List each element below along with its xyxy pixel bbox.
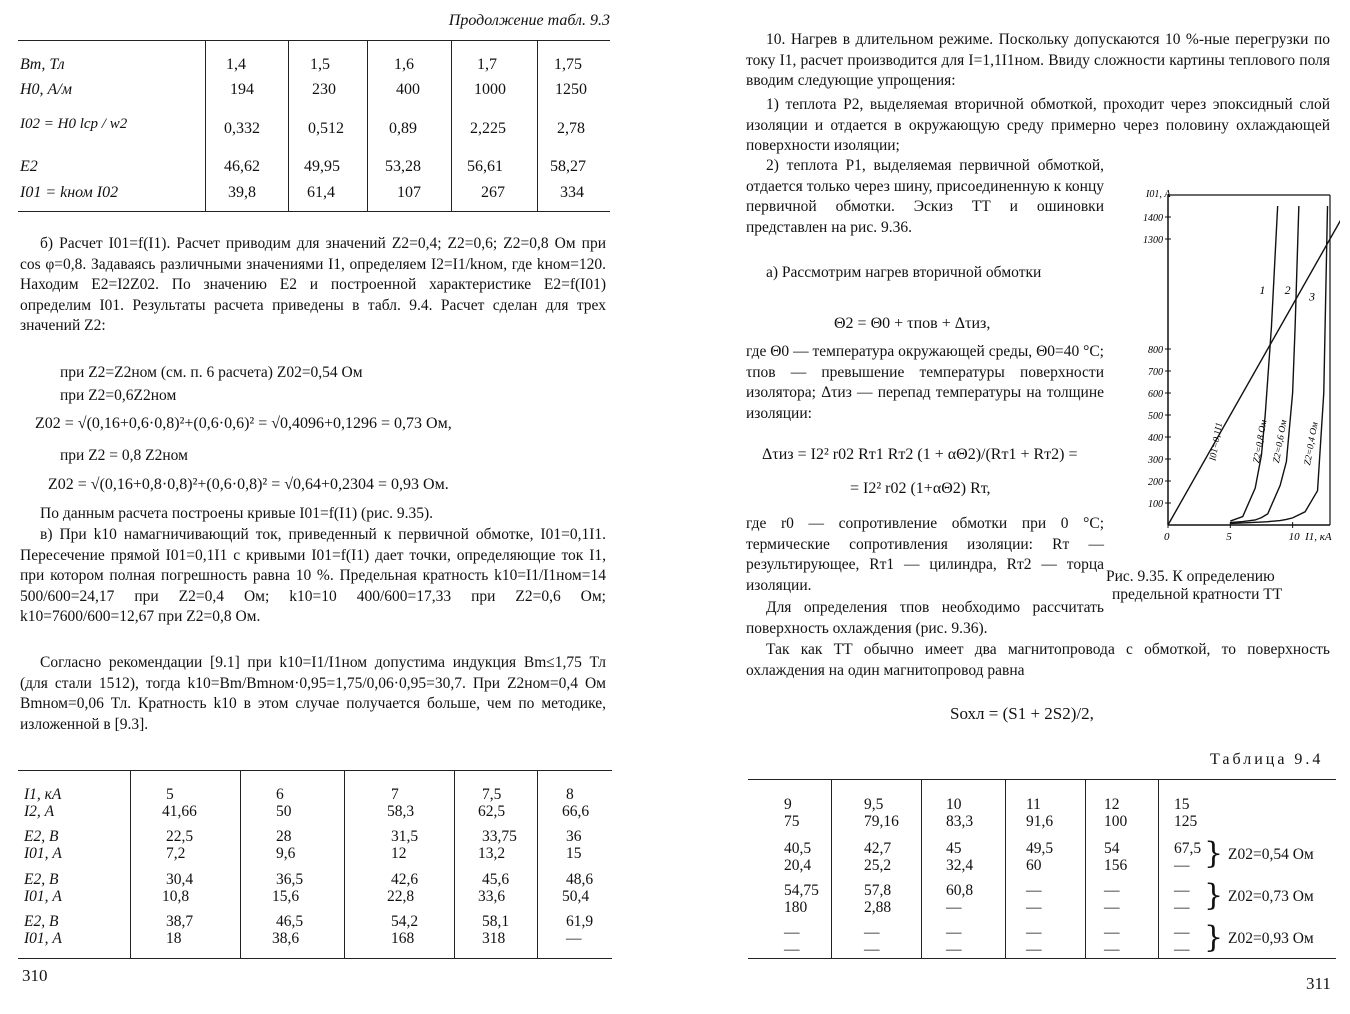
table-cell: — (784, 924, 800, 941)
table-title: Таблица 9.4 (1210, 751, 1324, 768)
table-cell: 10,8 (162, 888, 190, 905)
table-cell: 40,5 (784, 840, 812, 857)
paragraph-text: 10. Нагрев в длительном режиме. Поскольку допускаются 10 %-ные перегрузки по току I1, расчет производится для I=1,1I1ном. Ввиду сложности картины теплового поля вводим следующие упрощения: (746, 31, 1330, 90)
paragraph-tt: Так как ТТ обычно имеет два магнитопровода с обмоткой, то поверхность охлаждения на один магнитопровод равна (746, 641, 1330, 679)
table-cell: 54,75 (784, 882, 819, 899)
right-page (700, 0, 1350, 1014)
table-cell: 125 (1174, 813, 1198, 830)
table-cell: 20,4 (784, 857, 812, 874)
table-cell: 42,6 (391, 871, 419, 888)
y-tick-label: 500 (1148, 411, 1163, 422)
table-cell: 0,512 (308, 120, 344, 137)
curve-number: 1 (1259, 283, 1266, 297)
series-line-2 (1230, 206, 1299, 523)
table-cell: 5 (166, 786, 174, 803)
y-tick-label: 1300 (1143, 235, 1163, 246)
table-cell: 100 (1104, 813, 1128, 830)
table-cell: 46,62 (224, 158, 260, 175)
y-tick-label: 300 (1148, 455, 1163, 466)
table-cell: 33,75 (482, 828, 517, 845)
table-row-label: E2, В (24, 913, 59, 930)
paragraph-a: а) Рассмотрим нагрев вторичной обмотки (766, 264, 1042, 281)
table-cell: — (1026, 882, 1042, 899)
table-cell: 30,4 (166, 871, 194, 888)
table-cell: 42,7 (864, 840, 892, 857)
table-cell: 0,332 (224, 120, 260, 137)
table-cell: 318 (482, 930, 506, 947)
curves-line: По данным расчета построены кривые I01=f(I1) (рис. 9.35). (40, 505, 434, 522)
table-cell: — (864, 924, 880, 941)
table-cell: 66,6 (562, 803, 590, 820)
table-cell: 32,4 (946, 857, 974, 874)
paragraph-10 (746, 30, 1330, 92)
table-cell: 39,8 (228, 184, 256, 201)
table-cell: 13,2 (478, 845, 506, 862)
table-cell: 230 (312, 81, 336, 98)
table-cell: — (1174, 941, 1190, 958)
formula-s: Sохл = (S1 + 2S2)/2, (950, 704, 1094, 723)
paragraph-recommendation: Согласно рекомендации [9.1] при k10=I1/I1ном допустима индукция Bm≤1,75 Тл (для стали 1512), тогда k10=Bm/Bmном·0,95=1,75/0,06·0,95=30,7. При Z2ном=0,4 Ом Bmном=0,06 Тл. Кратность k10 в этом случае получается больше, чем по методике, изложенной в [9.3]. (20, 654, 606, 733)
x-tick-label: 5 (1226, 531, 1232, 543)
table-cell: 1,6 (394, 56, 414, 73)
table-cell: — (1174, 899, 1190, 916)
table-cell: 12 (1104, 796, 1120, 813)
page-number: 311 (1306, 974, 1331, 993)
table-note: Z02=0,93 Ом (1228, 930, 1314, 947)
curve-number: 2 (1284, 283, 1291, 297)
table-row-label: I02 = H0 lср / w2 (20, 116, 128, 132)
series-line-4 (1168, 206, 1340, 525)
table-cell: 41,66 (162, 803, 197, 820)
curve-number: 3 (1309, 289, 1316, 304)
table-cell: — (1104, 882, 1120, 899)
paragraph-v: в) При k10 намагничивающий ток, приведенный к первичной обмотке, I01=0,1I1. Пересечение прямой I01=0,1I1 с кривыми I01=f(I1) дает точки, определяющие ток I1, при котором полная погрешность равна 10 %. Предельная кратность k10=I1/I1ном=14 500/600=24,17 при Z2=0,4 Ом; k10=10 400/600=17,33 при Z2=0,6 Ом; k10=7600/600=12,67 при Z2=0,8 Ом. (20, 526, 606, 626)
table-cell: 15 (1174, 796, 1190, 813)
simplification-2: 2) теплота P1, выделяемая первичной обмоткой, отдается только через шину, присоединенную к концу первичной обмотки. Эскиз ТТ и ошиновки представлен на рис. 9.36. (746, 157, 1104, 236)
table-cell: 107 (397, 184, 421, 201)
caption-line: Рис. 9.35. К определению (1106, 568, 1275, 585)
table-cell: 10 (946, 796, 962, 813)
curve-label: I01=0,1I1 (1208, 421, 1226, 462)
table-cell: 36,5 (276, 871, 304, 888)
brace-mark: } (1204, 836, 1224, 871)
y-tick-label: 800 (1148, 345, 1163, 356)
y-tick-label: 200 (1148, 477, 1163, 488)
x-tick-label: 0 (1164, 531, 1170, 543)
table-cell: 61,4 (307, 184, 335, 201)
table-cell: 49,5 (1026, 840, 1054, 857)
y-axis-label: I01, А (1146, 189, 1171, 200)
table-cell: — (1174, 882, 1190, 899)
table-cell: 45,6 (482, 871, 510, 888)
table-cell: 54,2 (391, 913, 419, 930)
table-row-label: E2, В (24, 828, 59, 845)
table-cell: 33,6 (478, 888, 506, 905)
table-cell: 61,9 (566, 913, 594, 930)
table-cell: 60,8 (946, 882, 974, 899)
table-row-label: I01 = kном I02 (20, 184, 119, 201)
table-cell: 22,5 (166, 828, 194, 845)
table-cell: 38,6 (272, 930, 300, 947)
x-tick-label: 10 (1288, 531, 1300, 543)
table-continuation-header: Продолжение табл. 9.3 (448, 12, 610, 29)
table-cell: 46,5 (276, 913, 304, 930)
brace-mark: } (1204, 920, 1224, 955)
case-line: при Z2=0,6Z2ном (60, 387, 177, 404)
table-cell: 2,88 (864, 899, 892, 916)
table-cell: 11 (1026, 796, 1041, 813)
formula-z02-b: Z02 = √(0,16+0,8·0,8)²+(0,6·0,8)² = √0,64+0,2304 = 0,93 Ом. (48, 476, 449, 493)
table-cell: 56,61 (467, 158, 503, 175)
table-cell: 1000 (474, 81, 506, 98)
table-cell: 62,5 (478, 803, 506, 820)
where-r0: где r0 — сопротивление обмотки при 0 °С; термические сопротивления изоляции: Rт — результирующее, Rт1 — цилиндра, Rт2 — торца изоляции. (746, 515, 1104, 594)
table-cell: 1250 (555, 81, 587, 98)
left-page (0, 0, 640, 1014)
table-cell: 25,2 (864, 857, 892, 874)
table-row-label: E2 (20, 158, 38, 175)
table-row-label: E2, В (24, 871, 59, 888)
table-note: Z02=0,54 Ом (1228, 846, 1314, 863)
table-cell: 18 (166, 930, 182, 947)
table-cell: — (1104, 924, 1120, 941)
y-tick-label: 1400 (1143, 213, 1163, 224)
table-cell: — (1026, 924, 1042, 941)
table-cell: 15,6 (272, 888, 300, 905)
formula-dt-2: = I2² r02 (1+αΘ2) Rт, (850, 480, 991, 497)
table-bottom-rule (18, 211, 610, 212)
figure-9-35-chart (1130, 185, 1340, 550)
table-cell: 31,5 (391, 828, 419, 845)
table-cell: 194 (230, 81, 254, 98)
series-line-3 (1230, 206, 1327, 523)
table-top-rule (18, 40, 610, 41)
x-axis-label: I1, кА (1305, 531, 1332, 543)
table-cell: 75 (784, 813, 800, 830)
y-tick-label: 100 (1148, 499, 1163, 510)
table-cell: 38,7 (166, 913, 194, 930)
y-tick-label: 600 (1148, 389, 1163, 400)
formula-theta: Θ2 = Θ0 + τпов + Δτиз, (834, 315, 991, 332)
table-cell: 1,7 (477, 56, 497, 73)
table-cell: 0,89 (389, 120, 417, 137)
series-line-1 (1230, 206, 1277, 521)
table-cell: — (1026, 941, 1042, 958)
table-cell: 2,225 (470, 120, 506, 137)
table-cell: 8 (566, 786, 574, 803)
table-cell: — (1174, 857, 1190, 874)
y-tick-label: 400 (1148, 433, 1163, 444)
table-row-label: I01, А (24, 845, 62, 862)
table-cell: 1,4 (226, 56, 246, 73)
table-cell: 49,95 (304, 158, 340, 175)
simplification-1: 1) теплота P2, выделяемая вторичной обмоткой, проходит через эпоксидный слой изоляции и отдается в окружающую среду примерно через половину охлаждающей поверхности изоляции; (746, 96, 1330, 155)
table-cell: 91,6 (1026, 813, 1054, 830)
table-cell: 7 (391, 786, 399, 803)
table-cell: 6 (276, 786, 284, 803)
table-cell: 400 (396, 81, 420, 98)
table-cell: 1,5 (310, 56, 330, 73)
table-cell: 156 (1104, 857, 1128, 874)
table-cell: 7,5 (482, 786, 502, 803)
table-cell: 36 (566, 828, 582, 845)
table-cell: 28 (276, 828, 292, 845)
table-cell: 83,3 (946, 813, 974, 830)
curve-label: Z2=0,6 Ом (1272, 419, 1290, 464)
table-cell: 53,28 (385, 158, 421, 175)
case-line: при Z2=Z2ном (см. п. 6 расчета) Z02=0,54 Ом (60, 364, 363, 381)
table-row-label: I01, А (24, 930, 62, 947)
table-cell: 12 (391, 845, 407, 862)
curve-label: Z2=0,8 Ом (1252, 419, 1270, 464)
figure-caption (1106, 568, 1336, 604)
table-cell: 9,6 (276, 845, 296, 862)
table-cell: 45 (946, 840, 962, 857)
table-cell: 58,1 (482, 913, 510, 930)
table-cell: — (864, 941, 880, 958)
paragraph-s: Для определения τпов необходимо рассчитать поверхность охлаждения (рис. 9.36). (746, 599, 1104, 637)
table-note: Z02=0,73 Ом (1228, 888, 1314, 905)
table-cell: 60 (1026, 857, 1042, 874)
table-cell: 9 (784, 796, 792, 813)
page-number: 310 (22, 966, 48, 985)
table-cell: — (784, 941, 800, 958)
table-row-label: I01, А (24, 888, 62, 905)
curve-label: Z2=0,4 Ом (1303, 421, 1321, 467)
table-cell: — (946, 899, 962, 916)
table-row-label: H0, А/м (20, 81, 72, 98)
formula-dt-1: Δτиз = I2² r02 Rт1 Rт2 (1 + αΘ2)/(Rт1 + Rт2) = (762, 446, 1078, 463)
table-cell: 9,5 (864, 796, 884, 813)
table-cell: — (566, 930, 582, 947)
y-tick-label: 700 (1148, 367, 1163, 378)
table-cell: 334 (560, 184, 584, 201)
table-cell: 58,3 (387, 803, 415, 820)
table-row-label: I1, кА (24, 786, 62, 803)
case-line: при Z2 = 0,8 Z2ном (60, 447, 188, 464)
table-cell: — (1104, 941, 1120, 958)
brace-mark: } (1204, 878, 1224, 913)
table-cell: — (1026, 899, 1042, 916)
table-cell: 79,16 (864, 813, 899, 830)
table-cell: 168 (391, 930, 415, 947)
table-cell: 50 (276, 803, 292, 820)
table-cell: — (946, 924, 962, 941)
table-cell: 54 (1104, 840, 1120, 857)
table-cell: — (1174, 924, 1190, 941)
table-cell: 48,6 (566, 871, 594, 888)
where-theta: где Θ0 — температура окружающей среды, Θ0=40 °С; τпов — превышение температуры поверхности изолятора; Δτиз — перепад температуры на толщине изоляции: (746, 343, 1104, 422)
paragraph-b: б) Расчет I01=f(I1). Расчет приводим для значений Z2=0,4; Z2=0,6; Z2=0,8 Ом при cos φ=0,8. Задаваясь различными значениями I1, определяем I2=I1/kном, где kном=120. Находим E2=I2Z02. По значению E2 и построенной характеристике E2=f(I01) определим I01. Результаты расчета приведены в табл. 9.4. Расчет сделан для трех значений Z2: (20, 235, 606, 335)
table-row-label: Bm, Тл (20, 56, 65, 73)
table-cell: 2,78 (557, 120, 585, 137)
table-cell: 57,8 (864, 882, 892, 899)
table-row-label: I2, А (24, 803, 55, 820)
table-cell: 50,4 (562, 888, 590, 905)
caption-line: предельной кратности ТТ (1112, 586, 1283, 603)
table-cell: — (946, 941, 962, 958)
formula-z02-a: Z02 = √(0,16+0,6·0,8)²+(0,6·0,6)² = √0,4096+0,1296 = 0,73 Ом, (35, 415, 452, 432)
table-cell: 7,2 (166, 845, 186, 862)
table-cell: 58,27 (550, 158, 586, 175)
table-cell: 1,75 (554, 56, 582, 73)
table-cell: 15 (566, 845, 582, 862)
table-cell: — (1104, 899, 1120, 916)
table-cell: 22,8 (387, 888, 415, 905)
table-cell: 267 (481, 184, 505, 201)
table-cell: 67,5 (1174, 840, 1202, 857)
table-cell: 180 (784, 899, 808, 916)
